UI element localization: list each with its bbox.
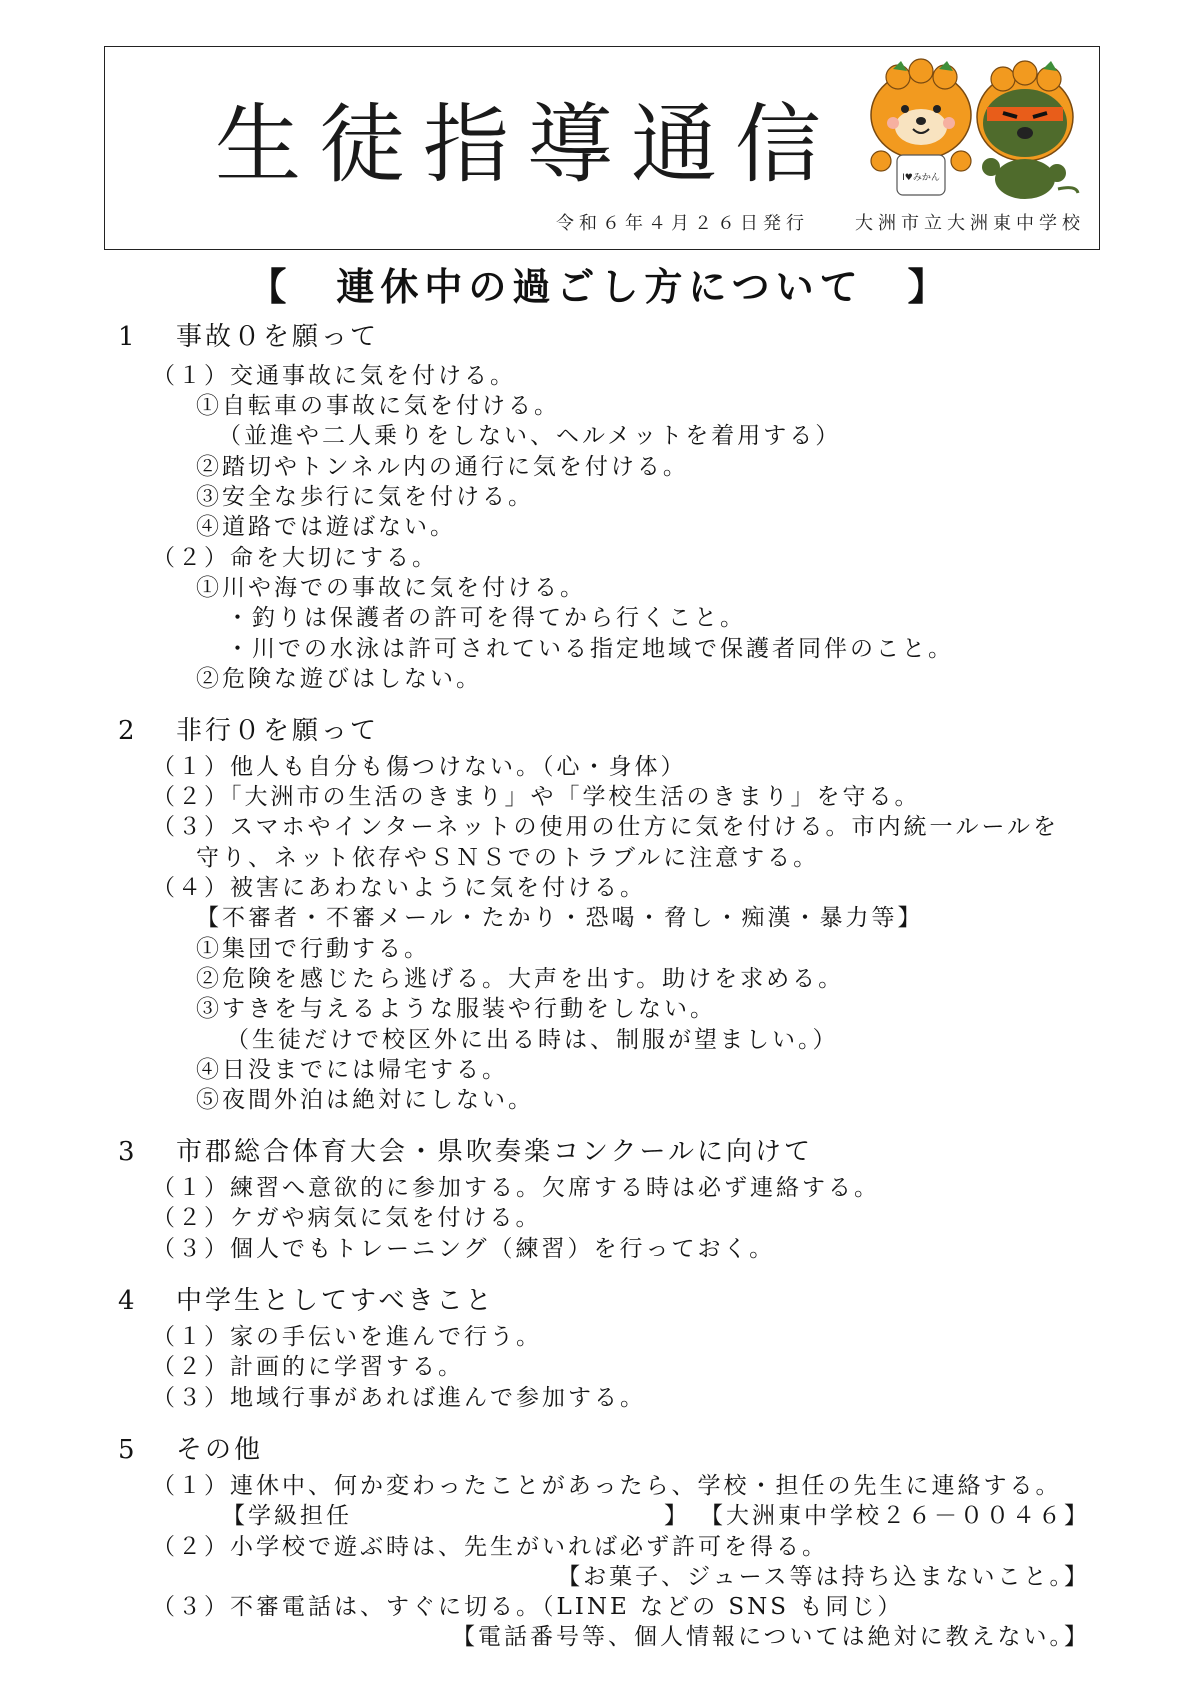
list-item: （２）命を大切にする。 (152, 545, 438, 571)
section-3-heading: 3 市郡総合体育大会・県吹奏楽コンクールに向けて (118, 1137, 813, 1167)
issue-date: 令和６年４月２６日発行 (556, 213, 809, 234)
list-item: ⑤夜間外泊は絶対にしない。 (196, 1087, 534, 1113)
list-item: （３）不審電話は、すぐに切る。（LINE などの SNS も同じ） (152, 1594, 904, 1620)
issue-info (556, 209, 1085, 235)
section-4-heading: 4 中学生としてすべきこと (118, 1286, 495, 1316)
list-item: （生徒だけで校区外に出る時は、制服が望ましい。） (226, 1027, 839, 1053)
list-item: ③すきを与えるような服装や行動をしない。 (196, 996, 716, 1022)
list-item: （並進や二人乗りをしない、ヘルメットを着用する） (218, 423, 842, 449)
list-item: （２）小学校で遊ぶ時は、先生がいれば必ず許可を得る。 (152, 1534, 828, 1560)
list-item: （１）交通事故に気を付ける。 (152, 363, 516, 389)
list-item: ④道路では遊ばない。 (196, 514, 456, 540)
list-item: 守り、ネット依存やＳＮＳでのトラブルに注意する。 (196, 845, 820, 871)
list-item: （１）他人も自分も傷つけない。（心・身体） (152, 754, 687, 780)
homeroom-teacher-note: 【学級担任 】 (222, 1503, 690, 1529)
list-item: ②危険を感じたら逃げる。大声を出す。助けを求める。 (196, 966, 845, 992)
list-item: ②踏切やトンネル内の通行に気を付ける。 (196, 454, 689, 480)
list-item: ①川や海での事故に気を付ける。 (196, 575, 586, 601)
list-item: 【不審者・不審メール・たかり・恐喝・脅し・痴漢・暴力等】 (196, 905, 924, 931)
privacy-note: 【電話番号等、個人情報については絶対に教えない。】 (451, 1624, 1090, 1650)
list-item: （１）連休中、何か変わったことがあったら、学校・担任の先生に連絡する。 (152, 1473, 1062, 1499)
list-item: ③安全な歩行に気を付ける。 (196, 484, 534, 510)
mascot-shirt-text: I♥みかん (902, 173, 940, 183)
list-item: ②危険な遊びはしない。 (196, 666, 482, 692)
newsletter-header (104, 46, 1100, 250)
list-item: （２）ケガや病気に気を付ける。 (152, 1205, 542, 1231)
list-item: （２）計画的に学習する。 (152, 1354, 464, 1380)
list-item: ・釣りは保護者の許可を得てから行くこと。 (226, 605, 746, 631)
section-5-heading: 5 その他 (118, 1435, 264, 1465)
list-item: （１）家の手伝いを進んで行う。 (152, 1324, 542, 1350)
school-name: 大洲市立大洲東中学校 (855, 213, 1085, 234)
section-2-heading: 2 非行０を願って (118, 716, 380, 746)
list-item: （３）スマホやインターネットの使用の仕方に気を付ける。市内統一ルールを (152, 814, 1060, 840)
section-1-heading: 1 事故０を願って (118, 322, 380, 352)
snack-note: 【お菓子、ジュース等は持ち込まないこと。】 (557, 1564, 1090, 1590)
page-headline: 【 連休中の過ごし方について 】 (248, 265, 952, 309)
list-item: （３）個人でもトレーニング（練習）を行っておく。 (152, 1236, 776, 1262)
list-item: （４）被害にあわないように気を付ける。 (152, 875, 646, 901)
list-item: ④日没までには帰宅する。 (196, 1057, 508, 1083)
mascot-illustration (853, 57, 1083, 207)
mikan-mascot-left (871, 59, 971, 195)
list-item: ①集団で行動する。 (196, 936, 430, 962)
list-item: ①自転車の事故に気を付ける。 (196, 393, 560, 419)
list-item: （１）練習へ意欲的に参加する。欠席する時は必ず連絡する。 (152, 1175, 880, 1201)
list-item: （３）地域行事があれば進んで参加する。 (152, 1385, 646, 1411)
list-item: ・川での水泳は許可されている指定地域で保護者同伴のこと。 (226, 636, 954, 662)
mikan-mascot-right (977, 61, 1078, 199)
masthead-title: 生徒指導通信 (215, 95, 839, 195)
school-phone-note: 【大洲東中学校２６－００４６】 (700, 1503, 1090, 1529)
list-item: （２）「大洲市の生活のきまり」や「学校生活のきまり」を守る。 (152, 784, 921, 810)
